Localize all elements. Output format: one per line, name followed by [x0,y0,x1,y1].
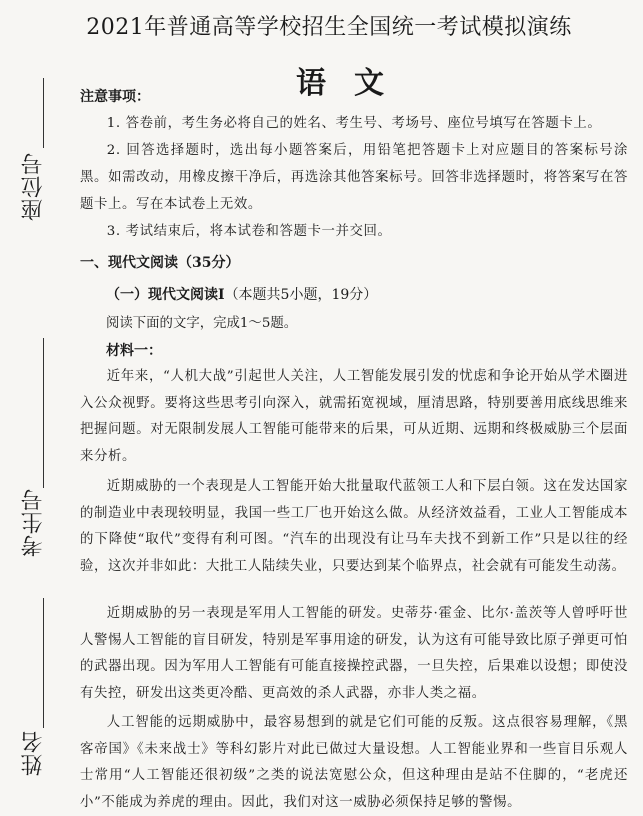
exam-title: 2021年普通高等学校招生全国统一考试模拟演练 [86,15,572,40]
passage-paragraph-3: 近期威胁的另一表现是军用人工智能的研发。史蒂芬·霍金、比尔·盖茨等人曾呼吁世人警惕人工智能的盲目研发，特别是军事用途的研发，认为这有可能导致比原子弹更可怕的武器出现。因为军用人工智能有可能直接操控武器，一旦失控，后果难以设想；即使没有失控，研发出这类更冷酷、更高效的杀人武器，亦非人类之福。 [80,606,628,701]
material-label: 材料一： [106,343,162,359]
notice-item-2: 2. 回答选择题时，选出每小题答案后，用铅笔把答题卡上对应题目的答案标号涂黑。如需改动，用橡皮擦干净后，再选涂其他答案标号。回答非选择题时，将答案写在答题卡上。写在本试卷上无效。 [80,143,628,212]
seat-number-label: 座位号 [21,152,46,221]
section-heading: 一、现代文阅读（35分） [80,255,240,271]
exam-number-label: 考生号 [21,488,46,557]
exam-number-blank-line [43,338,44,488]
notice-heading: 注意事项： [80,89,150,105]
binding-margin [0,0,72,814]
name-label: 姓名 [21,730,46,776]
subject-title: 语文 [296,66,412,101]
reading-instruction: 阅读下面的文字，完成1～5题。 [106,316,298,331]
subsection-heading [106,284,377,304]
passage-paragraph-1: 近年来，“人机大战”引起世人关注，人工智能发展引发的忧虑和争论开始从学术圈进入公众视野。要将这些思考引向深入，就需拓宽视域，厘清思路，特别要善用底线思维来把握问题。对无限制发展人工智能可能带来的后果，可从近期、远期和终极威胁三个层面来分析。 [80,369,628,464]
name-blank-line [43,598,44,728]
notice-item-1: 1. 答卷前，考生务必将自己的姓名、考生号、考场号、座位号填写在答题卡上。 [106,116,602,131]
subsection-title: （一）现代文阅读Ⅰ [106,287,225,303]
passage-paragraph-4: 人工智能的远期威胁中，最容易想到的就是它们可能的反叛。这点很容易理解，《黑客帝国》《未来战士》等科幻影片对此已做过大量设想。人工智能业界和一些盲目乐观人士常用“人工智能还很初级”之类的说法宽慰公众，但这种理由是站不住脚的，“老虎还小”不能成为养虎的理由。因此，我们对这一威胁必须保持足够的警惕。 [80,715,628,810]
passage-paragraph-2: 近期威胁的一个表现是人工智能开始大批量取代蓝领工人和下层白领。这在发达国家的制造业中表现较明显，我国一些工厂也开始这么做。从经济效益看，工业人工智能成本的下降使“取代”变得有利可图。“汽车的出现没有让马车夫找不到新工作”只是以往的经验，这次并非如此：大批工人陆续失业，只要达到某个临界点，社会就有可能发生动荡。 [80,479,628,574]
subsection-note: （本题共5小题，19分） [224,287,378,303]
exam-page [78,0,630,814]
notice-item-3: 3. 考试结束后，将本试卷和答题卡一并交回。 [106,224,392,239]
seat-blank-line [43,78,44,148]
